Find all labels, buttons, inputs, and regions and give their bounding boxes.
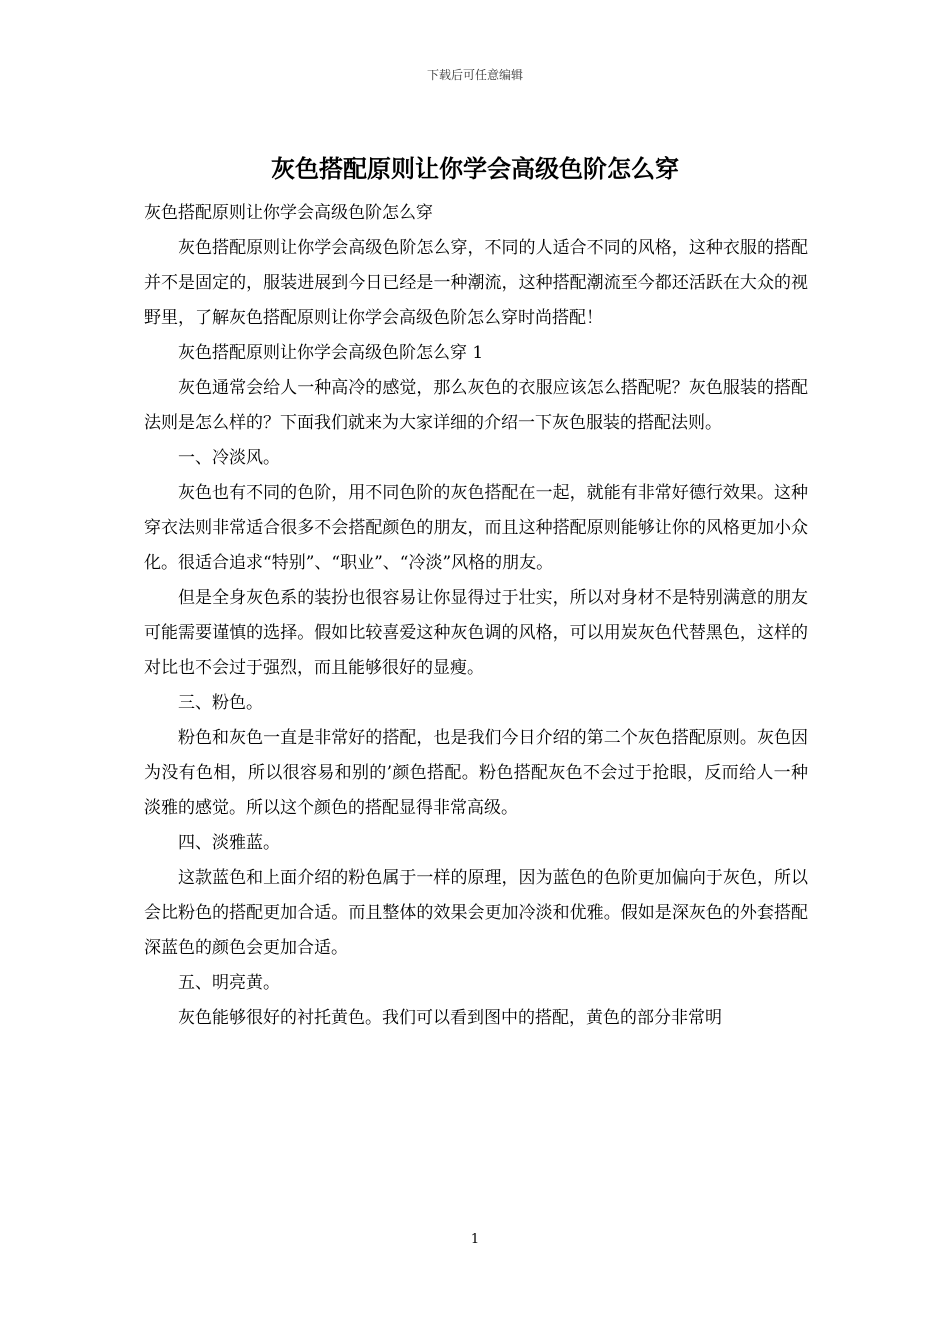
- paragraph: 灰色也有不同的色阶，用不同色阶的灰色搭配在一起，就能有非常好德行效果。这种穿衣法则非常适合很多不会搭配颜色的朋友，而且这种搭配原则能够让你的风格更加小众化。很适合追求“特别”、“职业”、“冷淡”风格的朋友。: [144, 483, 808, 573]
- paragraph: 这款蓝色和上面介绍的粉色属于一样的原理，因为蓝色的色阶更加偏向于灰色，所以会比粉色的搭配更加合适。而且整体的效果会更加冷淡和优雅。假如是深灰色的外套搭配深蓝色的颜色会更加合适。: [144, 868, 808, 958]
- list-heading-cold-style: 一、冷淡风。: [178, 448, 280, 468]
- page-number: 1: [470, 1232, 480, 1247]
- list-heading-light-blue: 四、淡雅蓝。: [178, 833, 280, 853]
- paragraph: 灰色通常会给人一种高冷的感觉，那么灰色的衣服应该怎么搭配呢？灰色服装的搭配法则是怎么样的？下面我们就来为大家详细的介绍一下灰色服装的搭配法则。: [144, 378, 808, 433]
- header-note: 下载后可任意编辑: [426, 68, 523, 82]
- paragraph: 灰色能够很好的衬托黄色。我们可以看到图中的搭配，黄色的部分非常明: [178, 1008, 722, 1028]
- paragraph: 但是全身灰色系的装扮也很容易让你显得过于壮实，所以对身材不是特别满意的朋友可能需要谨慎的选择。假如比较喜爱这种灰色调的风格，可以用炭灰色代替黑色，这样的对比也不会过于强烈，而且能够很好的显瘦。: [144, 588, 808, 678]
- document-title: 灰色搭配原则让你学会高级色阶怎么穿: [271, 154, 679, 183]
- paragraph-intro: 灰色搭配原则让你学会高级色阶怎么穿，不同的人适合不同的风格，这种衣服的搭配并不是固定的，服装进展到今日已经是一种潮流，这种搭配潮流至今都还活跃在大众的视野里，了解灰色搭配原则让你学会高级色阶怎么穿时尚搭配！: [144, 238, 808, 328]
- document-body: [144, 196, 808, 1036]
- document-subtitle: 灰色搭配原则让你学会高级色阶怎么穿: [144, 203, 433, 223]
- paragraph: 粉色和灰色一直是非常好的搭配，也是我们今日介绍的第二个灰色搭配原则。灰色因为没有色相，所以很容易和别的’颜色搭配。粉色搭配灰色不会过于抢眼，反而给人一种淡雅的感觉。所以这个颜色的搭配显得非常高级。: [144, 728, 808, 818]
- list-heading-pink: 三、粉色。: [178, 693, 263, 713]
- section-heading-1: 灰色搭配原则让你学会高级色阶怎么穿 1: [178, 343, 484, 363]
- list-heading-bright-yellow: 五、明亮黄。: [178, 973, 280, 993]
